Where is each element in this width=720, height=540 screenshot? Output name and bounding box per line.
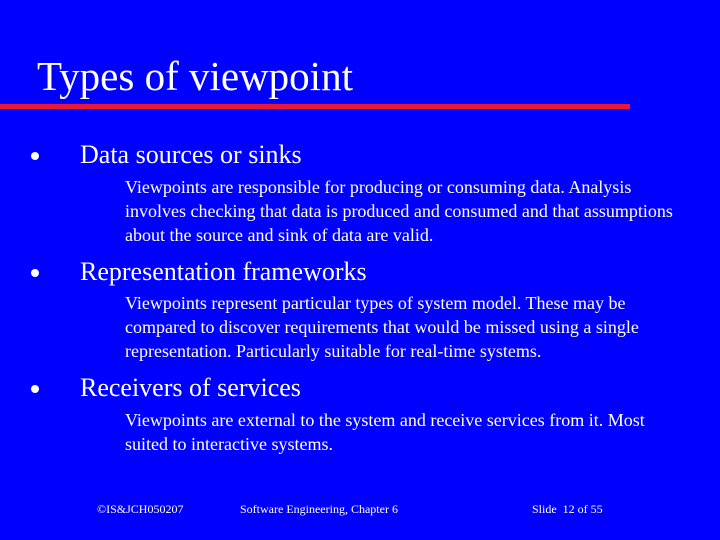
item-description-data-sources: Viewpoints are responsible for producing or consuming data. Analysis involves checking that data is produced and consumed and that assumptions about the source and sink of data are valid. [125,177,673,245]
slide-title: Types of viewpoint [37,53,353,99]
footer-course: Software Engineering, Chapter 6 [240,502,398,516]
bullet-icon [31,385,39,393]
bullet-icon [31,269,39,277]
bullet-icon [31,152,39,160]
footer-slide-number: Slide 12 of 55 [532,502,603,516]
item-heading-receivers-of-services: Receivers of services [80,373,301,402]
item-description-receivers-of-services: Viewpoints are external to the system and receive services from it. Most suited to interactive systems. [125,410,645,454]
footer-copyright: ©IS&JCH050207 [97,502,184,516]
item-heading-data-sources: Data sources or sinks [80,140,302,169]
title-underline [0,104,630,109]
item-description-representation-frameworks: Viewpoints represent particular types of system model. These may be compared to discover requirements that would be missed using a single representation. Particularly suitable for real-time systems. [125,293,639,361]
item-heading-representation-frameworks: Representation frameworks [80,257,367,286]
